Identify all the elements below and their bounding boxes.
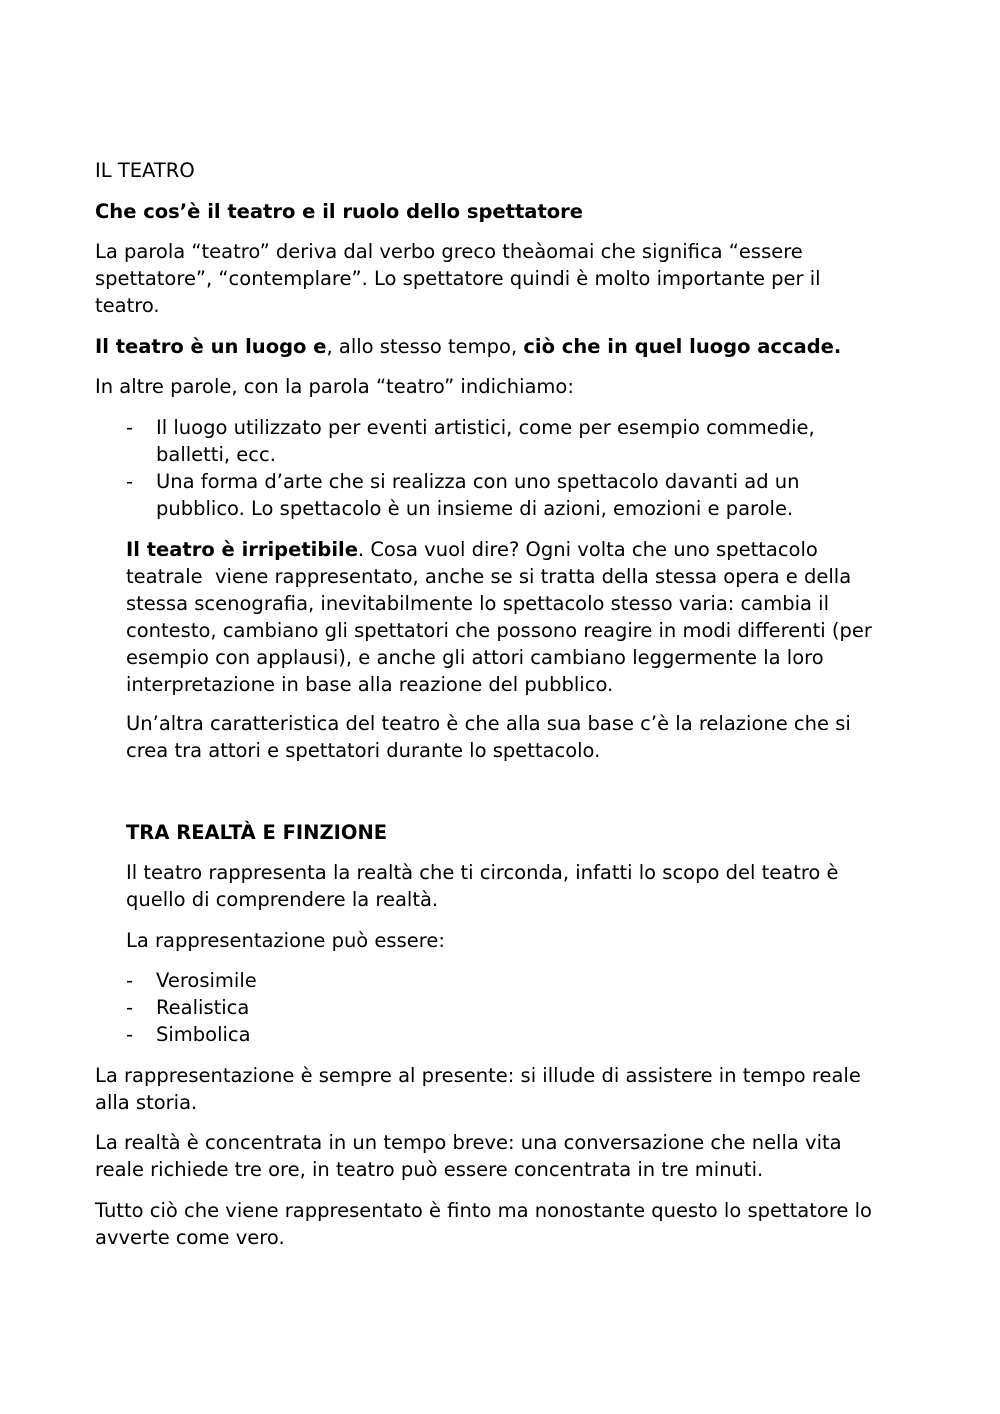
list-bullet: - [126, 416, 134, 439]
list-bullet: - [126, 470, 134, 493]
paragraph [126, 710, 906, 764]
paragraph-line: teatro. [95, 294, 160, 317]
bold-text: Il teatro è irripetibile [126, 538, 358, 561]
paragraph-text: , allo stesso tempo, [326, 335, 524, 358]
paragraph [126, 536, 906, 698]
paragraph-line: alla storia. [95, 1091, 198, 1114]
paragraph [126, 859, 906, 913]
paragraph-line: stessa scenografia, inevitabilmente lo spettacolo stesso varia: cambia il [126, 592, 829, 615]
paragraph-text: . Cosa vuol dire? Ogni volta che uno spettacolo [357, 538, 818, 561]
section-heading [126, 819, 906, 846]
paragraph-line: La rappresentazione è sempre al presente: si illude di assistere in tempo reale [95, 1064, 861, 1087]
paragraph [95, 1062, 915, 1116]
paragraph-line: La parola “teatro” deriva dal verbo greco theàomai che significa “essere [95, 240, 803, 263]
list-item-text [156, 414, 876, 468]
list-item-line: balletti, ecc. [156, 443, 276, 466]
paragraph [95, 333, 915, 360]
list-item-text [156, 468, 876, 522]
section-heading [95, 198, 915, 225]
list-bullet: - [126, 969, 134, 992]
paragraph-line: quello di comprendere la realtà. [126, 888, 439, 911]
paragraph-line: Il teatro rappresenta la realtà che ti circonda, infatti lo scopo del teatro è [126, 861, 839, 884]
bold-text: ciò che in quel luogo accade. [523, 335, 842, 358]
paragraph: In altre parole, con la parola “teatro” indichiamo: [95, 375, 574, 398]
bold-text: Il teatro è un luogo e [95, 335, 327, 358]
list-bullet: - [126, 1023, 134, 1046]
paragraph: La rappresentazione può essere: [126, 929, 445, 952]
paragraph-line: contesto, cambiano gli spettatori che possono reagire in modi differenti (per [126, 619, 872, 642]
document-title: IL TEATRO [95, 159, 195, 182]
list-item-text: Simbolica [156, 1023, 251, 1046]
paragraph-line [126, 536, 906, 563]
list-bullet: - [126, 996, 134, 1019]
section-heading-text: Che cos’è il teatro e il ruolo dello spettatore [95, 200, 584, 223]
paragraph-line: interpretazione in base alla reazione del pubblico. [126, 673, 614, 696]
list-item-text: Realistica [156, 996, 250, 1019]
paragraph [95, 1197, 915, 1251]
paragraph [95, 238, 915, 319]
paragraph-line: crea tra attori e spettatori durante lo spettacolo. [126, 739, 601, 762]
paragraph-line: spettatore”, “contemplare”. Lo spettatore quindi è molto importante per il [95, 267, 821, 290]
paragraph-line: avverte come vero. [95, 1226, 285, 1249]
list-item-line: Una forma d’arte che si realizza con uno spettacolo davanti ad un [156, 470, 800, 493]
paragraph-line: Tutto ciò che viene rappresentato è finto ma nonostante questo lo spettatore lo [95, 1199, 872, 1222]
list-item-line: pubblico. Lo spettacolo è un insieme di azioni, emozioni e parole. [156, 497, 794, 520]
paragraph-line: Un’altra caratteristica del teatro è che alla sua base c’è la relazione che si [126, 712, 851, 735]
paragraph-line: La realtà è concentrata in un tempo breve: una conversazione che nella vita [95, 1131, 842, 1154]
section-heading-text: TRA REALTÀ E FINZIONE [126, 821, 388, 844]
paragraph-line: reale richiede tre ore, in teatro può essere concentrata in tre minuti. [95, 1158, 764, 1181]
paragraph [95, 1129, 915, 1183]
list-item-line: Il luogo utilizzato per eventi artistici, come per esempio commedie, [156, 416, 815, 439]
paragraph-line: esempio con applausi), e anche gli attori cambiano leggermente la loro [126, 646, 824, 669]
paragraph-line: teatrale viene rappresentato, anche se si tratta della stessa opera e della [126, 565, 852, 588]
list-item-text: Verosimile [156, 969, 257, 992]
